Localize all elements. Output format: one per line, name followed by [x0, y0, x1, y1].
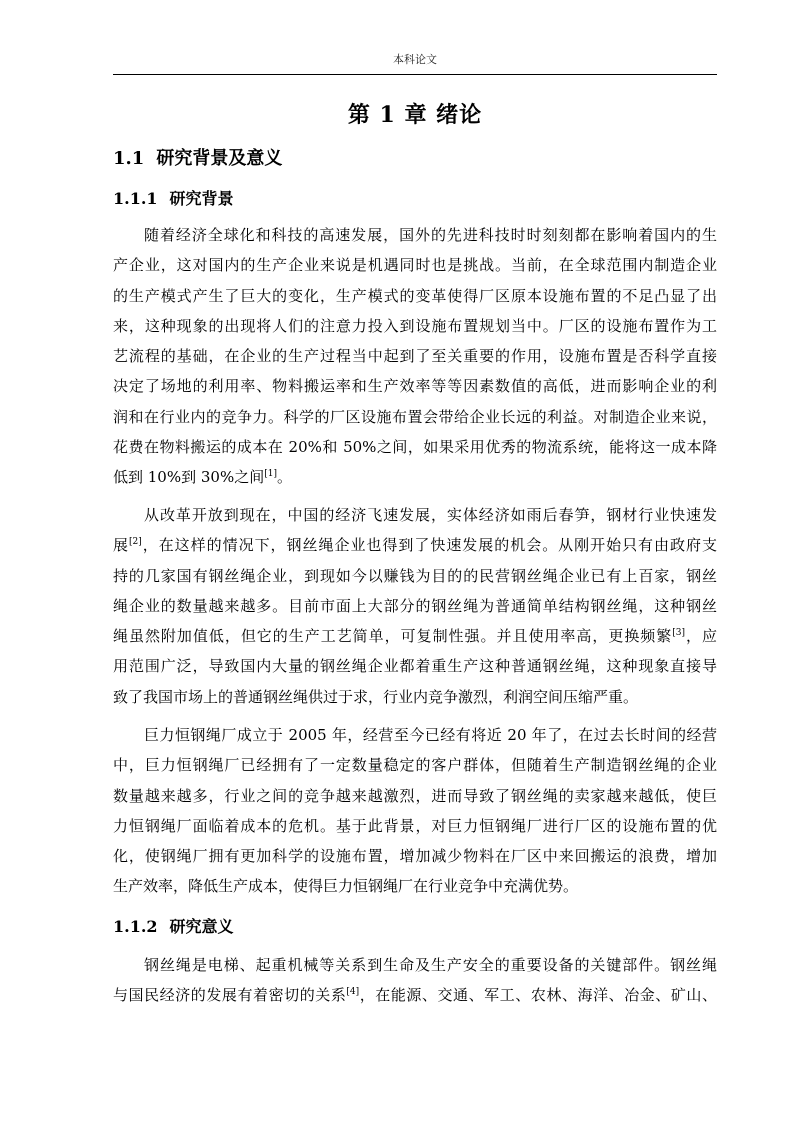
subsection-title: 研究意义	[169, 917, 234, 936]
section-heading-1-1	[113, 145, 717, 173]
subsection-number: 1.1.2	[113, 917, 158, 936]
running-header: 本科论文	[393, 53, 437, 66]
paragraph-3	[113, 720, 717, 902]
line-text: ，应	[685, 627, 717, 646]
line-text: 。	[276, 468, 292, 487]
citation-marker: [4]	[346, 987, 360, 998]
subsection-number: 1.1.1	[113, 189, 158, 208]
paragraph-line: 来，这种现象的出现将人们的注意力投入到设施布置规划当中。厂区的设施布置作为工	[113, 316, 717, 335]
line-text: 与国民经济的发展有着密切的关系	[113, 986, 347, 1005]
header-rule	[113, 74, 717, 75]
citation-marker: [1]	[264, 469, 277, 480]
paragraph-line: 中，巨力恒钢绳厂已经拥有了一定数量稳定的客户群体，但随着生产制造钢丝绳的企业	[113, 756, 717, 775]
citation-marker: [2]	[128, 537, 142, 548]
paragraph-line	[113, 621, 717, 651]
subsection-heading-1-1-2	[113, 914, 717, 940]
line-text: ，在能源、交通、军工、农林、海洋、冶金、矿山、	[359, 986, 717, 1005]
paragraph-line: 润和在行业内的竞争力。科学的厂区设施布置会带给企业长远的利益。对制造企业来说，	[113, 407, 717, 426]
paragraph-line: 花费在物料搬运的成本在 20%和 50%之间，如果采用优秀的物流系统，能将这一成本降	[113, 438, 717, 457]
paragraph-line: 化，使钢绳厂拥有更加科学的设施布置，增加减少物料在厂区中来回搬运的浪费，增加	[113, 847, 717, 866]
section-number: 1.1	[113, 148, 145, 169]
paragraph-2	[113, 500, 717, 712]
paragraph-line	[113, 980, 717, 1010]
section-title: 研究背景及意义	[156, 148, 283, 169]
paragraph-line: 艺流程的基础，在企业的生产过程当中起到了至关重要的作用，设施布置是否科学直接	[113, 347, 717, 366]
line-text: ，在这样的情况下，钢丝绳企业也得到了快速发展的机会。从刚开始只有由政府支	[141, 536, 717, 555]
citation-marker: [3]	[672, 628, 686, 639]
chapter-title: 第 1 章 绪论	[347, 102, 483, 128]
paragraph-line: 从改革开放到现在，中国的经济飞速发展，实体经济如雨后春笋，钢材行业快速发	[144, 506, 717, 524]
paragraph-line: 钢丝绳是电梯、起重机械等关系到生命及生产安全的重要设备的关键部件。钢丝绳	[144, 956, 717, 974]
line-text: 低到 10%到 30%之间	[113, 468, 265, 487]
paragraph-1	[113, 220, 717, 493]
paragraph-line: 巨力恒钢绳厂成立于 2005 年，经营至今已经有将近 20 年了，在过去长时间的经营	[144, 726, 717, 744]
paragraph-line: 绳企业的数量越来越多。目前市面上大部分的钢丝绳为普通简单结构钢丝绳，这种钢丝	[113, 596, 717, 615]
subsection-heading-1-1-1	[113, 186, 717, 212]
paragraph-line: 的生产模式产生了巨大的变化，生产模式的变革使得厂区原本设施布置的不足凸显了出	[113, 286, 717, 305]
paragraph-line: 决定了场地的利用率、物料搬运率和生产效率等等因素数值的高低，进而影响企业的利	[113, 377, 717, 396]
paragraph-line: 随着经济全球化和科技的高速发展，国外的先进科技时时刻刻都在影响着国内的生	[144, 226, 717, 244]
paragraph-line: 数量越来越多，行业之间的竞争越来越激烈，进而导致了钢丝绳的卖家越来越低，使巨	[113, 786, 717, 805]
paragraph-line: 持的几家国有钢丝绳企业，到现如今以赚钱为目的的民营钢丝绳企业已有上百家，钢丝	[113, 566, 717, 585]
line-text: 展	[113, 536, 129, 555]
paragraph-4	[113, 950, 717, 1011]
paragraph-line	[113, 462, 717, 492]
paragraph-line	[113, 530, 717, 560]
subsection-title: 研究背景	[169, 189, 234, 208]
paragraph-line: 致了我国市场上的普通钢丝绳供过于求，行业内竞争激烈，利润空间压缩严重。	[113, 687, 639, 706]
line-text: 绳虽然附加值低，但它的生产工艺简单，可复制性强。并且使用率高，更换频繁	[113, 627, 673, 646]
paragraph-line: 力恒钢绳厂面临着成本的危机。基于此背景，对巨力恒钢绳厂进行厂区的设施布置的优	[113, 816, 717, 835]
paragraph-line: 用范围广泛，导致国内大量的钢丝绳企业都着重生产这种普通钢丝绳，这种现象直接导	[113, 657, 717, 676]
paragraph-line: 生产效率，降低生产成本，使得巨力恒钢绳厂在行业竞争中充满优势。	[113, 877, 579, 896]
paragraph-line: 产企业，这对国内的生产企业来说是机遇同时也是挑战。当前，在全球范围内制造企业	[113, 256, 717, 275]
